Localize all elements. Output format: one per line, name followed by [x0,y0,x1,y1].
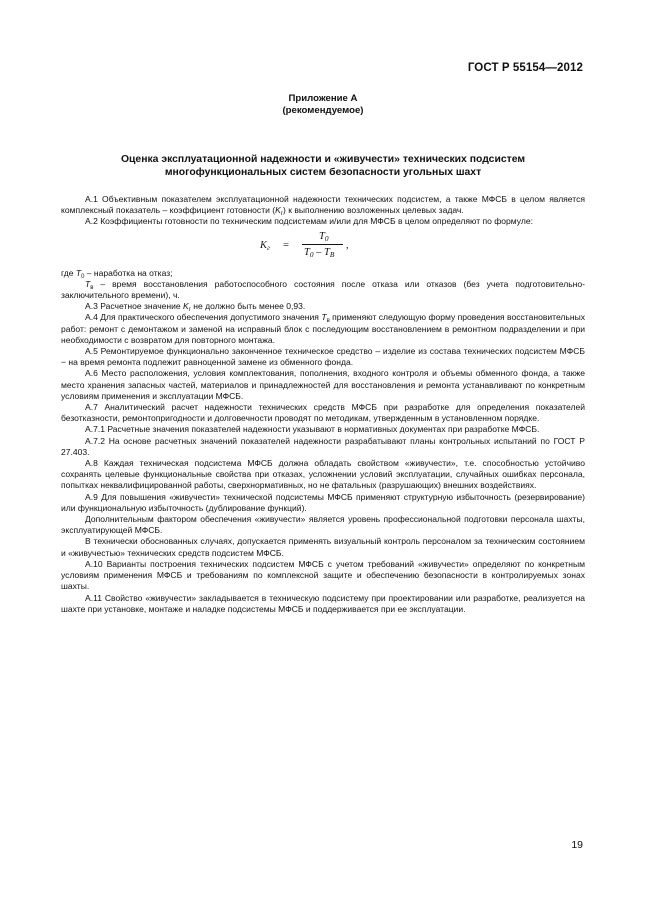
section-title-line2: многофункциональных систем безопасности угольных шахт [164,167,482,178]
paragraph-a8: А.8 Каждая техническая подсистема МФСБ должна обладать свойством «живучести», т.е. способностью устойчиво сохранять целевые функциональные свойства при отказах, усложнении условий эксплуатации, случайных ошибках персонала, попытках неквалифицированной работы, сверхнормативных, но не фатальных (разрушающих) внешних воздействиях. [61,458,585,491]
paragraph-a1: А.1 Объективным показателем эксплуатационной надежности технических подсистем, а также МФСБ в целом является комплексный показатель – коэффициент готовности $(K_г)$ к выполнению возложенных целевых задач. [61,194,585,218]
paragraph-a3: А.3 Расчетное значение $K_г$ не должно быть менее 0,93. [85,301,306,314]
paragraph-a11: А.11 Свойство «живучести» закладывается в техническую подсистему при проектировании или разработке, реализуется на шахте при установке, монтаже и наладке подсистемы МФСБ и поддерживается при ее эксплуатации. [61,592,585,614]
paragraph-a10: А.10 Варианты построения технических подсистем МФСБ с учетом требований «живучести» определяют по конкретным условиям применения МФСБ и требованиям по комплексной защите и обеспечению безопасности в контролируемых зонах шахты. [61,558,585,592]
formula-comma: , [346,239,349,251]
paragraph-a7-1: А.7.1 Расчетные значения показателей надежности указывают в нормативных документах при разработке МФСБ. [85,424,540,435]
paragraph-a6: А.6 Место расположения, условия комплектования, пополнения, входного контроля и объемы обменного фонда, а также место хранения запасных частей, материалов и принадлежностей для восстановления и ремонта устанавливают по конкретным условиям применения и эксплуатации МФСБ. [61,368,585,401]
paragraph-a2: А.2 Коэффициенты готовности по техническим подсистемам и/или для МФСБ в целом определяют по формуле: [85,216,533,227]
definition-t0: где $T_0$ – наработка на отказ; [61,267,173,280]
paragraph-a4: А.4 Для практического обеспечения допустимого значения $T_в$ применяют следующую форму проведения восстановительных работ: ремонт с демонтажом и заменой на исправный блок с последующим восстановлением в ремонтном подразделении и при необходимости с возвратом для повторного монтажа. [61,312,586,345]
paragraph-a7: А.7 Аналитический расчет надежности технических средств МФСБ при разработке для определения показателей безотказности, ремонтопригодности и долговечности проводят по методикам, утвержденным в установленном порядке. [61,402,585,424]
paragraph-a7-2: А.7.2 На основе расчетных значений показателей надежности разрабатывают планы контрольных испытаний по ГОСТ Р 27.403. [61,435,585,457]
appendix-heading [0,93,646,117]
section-title-line1: Оценка эксплуатационной надежности и «живучести» технических подсистем [120,154,526,165]
document-body [61,194,585,615]
formula-lhs: $K_г$ [260,239,270,252]
paragraph-a9-visual-control: В технически обоснованных случаях, допускается применять визуальный контроль персоналом за техническим состоянием и «живучестью» технических средств подсистем МФСБ. [61,536,585,558]
definition-tv: $T_в$ – время восстановления работоспособного состояния после отказа или отказов (без учета подготовительно-заключительного времени), ч. [61,278,585,301]
formula-numerator: $T_0$ [319,230,329,243]
page-number: 19 [571,839,583,851]
appendix-subtitle: (рекомендуемое) [282,105,364,116]
availability-formula [61,228,585,268]
formula-fraction-bar [302,244,343,245]
section-title [60,153,586,179]
paragraph-a9: А.9 Для повышения «живучести» технической подсистемы МФСБ применяют структурную избыточность (резервирование) или функциональную избыточность (дублирование функций). [61,491,585,513]
standard-number: ГОСТ Р 55154—2012 [467,62,583,74]
formula-denominator: $T_0 - T_B$ [304,246,335,259]
paragraph-a5: А.5 Ремонтируемое функционально законченное техническое средство – изделие из состава технических подсистем МФСБ − на время ремонта подлежит равноценной замене из обменного фонда. [61,346,585,368]
appendix-title: Приложение А [288,93,358,104]
paragraph-a9-additional: Дополнительным фактором обеспечения «живучести» является уровень профессиональной подготовки персонала шахты, эксплуатирующей МФСБ. [61,514,585,536]
formula-equals: = [283,239,289,251]
